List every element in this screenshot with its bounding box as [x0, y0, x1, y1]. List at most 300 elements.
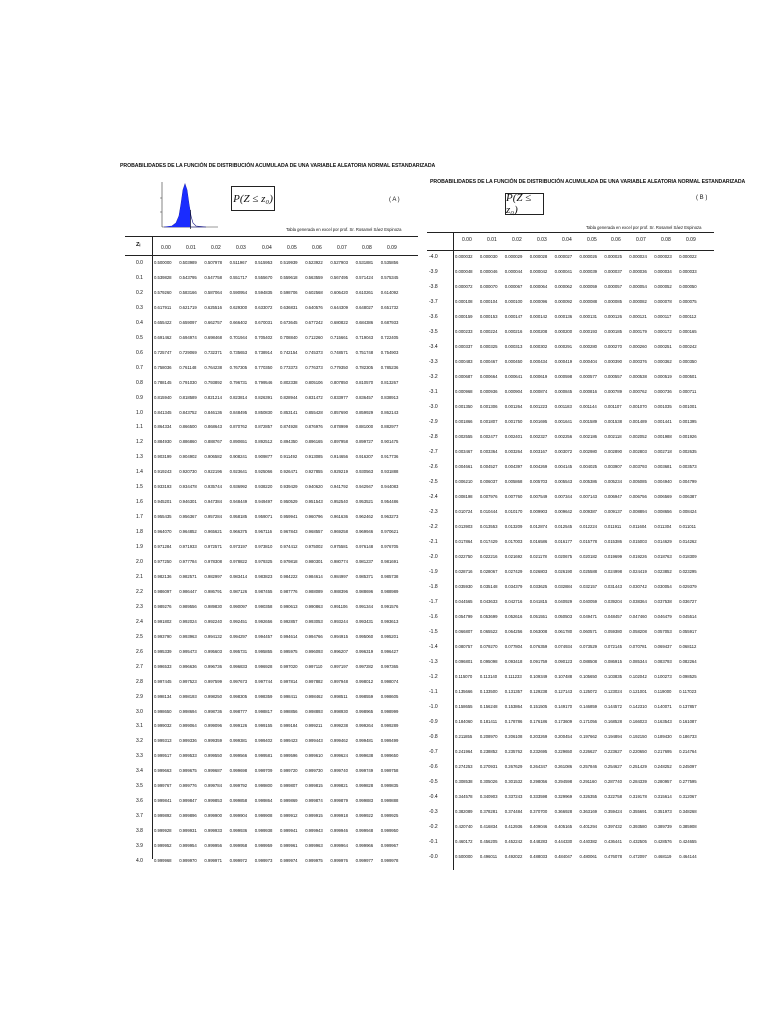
probability-cell: 0.042716	[504, 599, 523, 604]
probability-cell: 0.994766	[305, 633, 323, 639]
z-value: 1.1	[136, 424, 143, 431]
probability-cell: 0.963273	[380, 514, 399, 520]
probability-cell: 0.013209	[504, 524, 523, 529]
probability-cell: 0.662757	[204, 319, 222, 325]
probability-cell: 0.991802	[154, 618, 172, 624]
probability-cell: 0.625516	[204, 304, 222, 310]
probability-cell: 0.939429	[280, 484, 298, 490]
probability-cell: 0.802338	[280, 379, 298, 385]
probability-cell: 0.051551	[529, 614, 548, 619]
probability-cell: 0.735653	[229, 349, 248, 355]
probability-cell: 0.000041	[554, 269, 573, 274]
probability-cell: 0.807850	[330, 379, 348, 385]
probability-cell: 0.947384	[204, 499, 222, 505]
probability-cell: 0.673645	[280, 319, 298, 325]
column-header: 0.06	[611, 237, 621, 243]
z-value: -2.2	[429, 524, 438, 530]
probability-cell: 0.000434	[529, 359, 548, 364]
z-value: -3.9	[429, 269, 438, 275]
z-value: -1.9	[429, 569, 438, 575]
probability-cell: 0.111233	[504, 674, 522, 679]
probability-cell: 0.000039	[579, 269, 598, 274]
probability-cell: 0.480061	[579, 854, 598, 859]
table-a-top-rule	[125, 236, 418, 237]
probability-cell: 0.000404	[579, 359, 598, 364]
table-b-header-rule	[427, 250, 714, 251]
probability-cell: 0.999970	[179, 858, 197, 863]
probability-cell: 0.009903	[529, 509, 548, 514]
probability-cell: 0.732371	[204, 349, 222, 355]
probability-cell: 0.995731	[229, 648, 248, 654]
z-value: 3.6	[136, 798, 143, 805]
probability-cell: 0.027429	[504, 569, 523, 574]
z-value: -3.6	[429, 314, 438, 320]
probability-cell: 0.982136	[154, 573, 172, 579]
probability-cell: 0.999977	[355, 858, 374, 863]
probability-cell: 0.405165	[554, 824, 573, 829]
probability-cell: 0.002401	[504, 434, 523, 439]
probability-cell: 0.976705	[380, 544, 399, 550]
z-value: -1.3	[429, 659, 438, 665]
probability-cell: 0.123024	[604, 689, 622, 694]
probability-cell: 0.197662	[579, 734, 598, 739]
probability-cell: 0.866500	[179, 424, 197, 430]
probability-cell: 0.305026	[479, 779, 498, 784]
probability-cell: 0.961636	[330, 514, 348, 520]
probability-cell: 0.655422	[154, 319, 172, 325]
normal-curve-illustration	[150, 178, 220, 234]
probability-cell: 0.934478	[179, 484, 197, 490]
probability-cell: 0.998694	[179, 708, 197, 714]
probability-cell: 0.998999	[380, 708, 399, 714]
probability-cell: 0.424655	[679, 839, 697, 844]
column-header: 0.06	[312, 245, 322, 251]
probability-cell: 0.004269	[529, 464, 548, 469]
probability-cell: 0.171056	[579, 719, 598, 724]
probability-cell: 0.020675	[554, 554, 573, 559]
probability-cell: 0.938220	[254, 484, 273, 490]
probability-cell: 0.456205	[479, 839, 498, 844]
probability-cell: 0.984222	[280, 573, 298, 579]
probability-cell: 0.998893	[305, 708, 323, 714]
probability-cell: 0.985738	[380, 573, 399, 579]
probability-cell: 0.000033	[679, 269, 697, 274]
probability-cell: 0.999908	[254, 813, 273, 819]
probability-cell: 0.535856	[380, 260, 399, 265]
probability-cell: 0.994132	[204, 633, 222, 639]
probability-cell: 0.633072	[254, 304, 273, 310]
probability-cell: 0.063008	[529, 629, 548, 634]
probability-cell: 0.987126	[229, 588, 248, 594]
table-b-credit: Tabla generada en excel por prof. Sr. Rosamel Sáez Espinoza	[586, 225, 702, 230]
z-value: -3.1	[429, 389, 438, 395]
probability-cell: 0.993244	[330, 618, 348, 624]
z-value: 1.3	[136, 454, 143, 461]
probability-cell: 0.754903	[380, 349, 399, 355]
z-value: -2.7	[429, 449, 438, 455]
probability-cell: 0.935744	[204, 484, 222, 490]
probability-cell: 0.006037	[479, 479, 498, 484]
probability-cell: 0.995975	[280, 648, 298, 654]
probability-cell: 0.009137	[604, 509, 622, 514]
probability-cell: 0.248252	[654, 764, 672, 769]
probability-cell: 0.500000	[455, 854, 473, 859]
probability-cell: 0.428576	[654, 839, 672, 844]
probability-cell: 0.911492	[280, 454, 298, 460]
probability-cell: 0.000112	[679, 314, 697, 319]
probability-cell: 0.997882	[305, 678, 323, 684]
probability-cell: 0.315614	[654, 794, 672, 799]
probability-cell: 0.109349	[529, 674, 548, 679]
probability-cell: 0.999952	[154, 843, 172, 849]
probability-cell: 0.261086	[554, 764, 573, 769]
column-header: 0.05	[287, 245, 297, 251]
probability-cell: 0.999610	[305, 753, 323, 759]
probability-cell: 0.946301	[179, 499, 197, 505]
probability-cell: 0.002477	[479, 434, 498, 439]
probability-cell: 0.999954	[179, 843, 197, 849]
probability-cell: 0.949497	[254, 499, 273, 505]
probability-cell: 0.998856	[280, 708, 298, 714]
probability-cell: 0.076359	[529, 644, 548, 649]
probability-cell: 0.329969	[554, 794, 573, 799]
z-value: -3.8	[429, 284, 438, 290]
z-value: -1.5	[429, 629, 438, 635]
probability-cell: 0.186733	[679, 734, 697, 739]
probability-cell: 0.999879	[330, 798, 348, 804]
z-value: 2.1	[136, 573, 143, 580]
z-value: -3.7	[429, 299, 438, 305]
probability-cell: 0.908241	[229, 454, 248, 460]
probability-cell: 0.058208	[629, 629, 647, 634]
probability-cell: 0.833977	[330, 394, 348, 400]
probability-cell: 0.999904	[229, 813, 248, 819]
probability-cell: 0.999888	[380, 798, 399, 804]
probability-cell: 0.079270	[479, 644, 498, 649]
probability-cell: 0.995339	[154, 648, 172, 654]
probability-cell: 0.500000	[154, 260, 172, 265]
column-header: 0.00	[161, 245, 171, 251]
probability-cell: 0.993963	[179, 633, 197, 639]
table-a-title: PROBABILIDADES DE LA FUNCIÓN DE DISTRIBUCIÓN ACUMULADA DE UNA VARIABLE ALEATORIA NORMAL ESTANDARIZADA	[120, 163, 436, 169]
probability-cell: 0.003573	[679, 464, 697, 469]
probability-cell: 0.054799	[455, 614, 473, 619]
probability-cell: 0.999933	[204, 828, 222, 834]
probability-cell: 0.001395	[679, 419, 697, 424]
probability-cell: 0.999264	[355, 723, 374, 729]
probability-cell: 0.064256	[504, 629, 523, 634]
z-value: -2.0	[429, 554, 438, 560]
column-header: 0.08	[661, 237, 671, 243]
z-value: -0.5	[429, 779, 438, 785]
probability-cell: 0.748571	[330, 349, 348, 355]
probability-cell: 0.567495	[330, 274, 348, 280]
probability-cell: 0.999462	[330, 738, 348, 744]
probability-cell: 0.476078	[604, 854, 622, 859]
z-value: 0.8	[136, 379, 143, 386]
probability-cell: 0.989830	[204, 603, 222, 609]
z-value: -2.3	[429, 509, 438, 515]
probability-cell: 0.133500	[479, 689, 498, 694]
probability-cell: 0.000216	[504, 329, 523, 334]
probability-cell: 0.503989	[179, 260, 197, 265]
z-value: 3.1	[136, 723, 143, 730]
probability-cell: 0.913085	[305, 454, 323, 460]
probability-cell: 0.002555	[455, 434, 473, 439]
probability-cell: 0.235762	[504, 749, 523, 754]
probability-cell: 0.146859	[579, 704, 598, 709]
z-value: -1.4	[429, 644, 438, 650]
probability-cell: 0.000165	[679, 329, 697, 334]
probability-cell: 0.850830	[254, 409, 273, 415]
probability-cell: 0.000904	[504, 389, 523, 394]
probability-cell: 0.024419	[629, 569, 647, 574]
probability-cell: 0.725747	[154, 349, 172, 355]
probability-cell: 0.983414	[229, 573, 248, 579]
probability-cell: 0.226627	[579, 749, 598, 754]
probability-cell: 0.933193	[154, 484, 172, 490]
probability-cell: 0.000208	[529, 329, 548, 334]
probability-cell: 0.966375	[229, 529, 248, 535]
probability-cell: 0.964852	[179, 529, 197, 535]
probability-cell: 0.997197	[330, 663, 348, 669]
probability-cell: 0.011604	[629, 524, 647, 529]
probability-cell: 0.994297	[229, 633, 248, 639]
probability-cell: 0.072145	[604, 644, 622, 649]
probability-cell: 0.000687	[455, 374, 473, 379]
probability-cell: 0.897958	[330, 439, 348, 445]
probability-cell: 0.026190	[554, 569, 573, 574]
probability-cell: 0.144572	[604, 704, 622, 709]
z-value: -3.2	[429, 374, 438, 380]
probability-cell: 0.004940	[654, 479, 672, 484]
column-header: 0.01	[186, 245, 196, 251]
probability-cell: 0.999663	[154, 768, 172, 774]
probability-cell: 0.000968	[455, 389, 473, 394]
probability-cell: 0.823814	[229, 394, 248, 400]
z-value: -0.4	[429, 794, 438, 800]
z-value: 0.4	[136, 319, 143, 326]
probability-cell: 0.073529	[579, 644, 598, 649]
probability-cell: 0.274253	[455, 764, 473, 769]
probability-cell: 0.000027	[554, 254, 573, 259]
probability-cell: 0.964070	[154, 529, 172, 535]
probability-cell: 0.416834	[479, 824, 498, 829]
z-value: 0.1	[136, 274, 143, 281]
probability-cell: 0.991106	[330, 603, 348, 609]
probability-cell: 0.013553	[479, 524, 498, 529]
probability-cell: 0.312067	[679, 794, 697, 799]
z-value: -0.7	[429, 749, 438, 755]
probability-cell: 0.555670	[254, 274, 273, 280]
z-value: -0.6	[429, 764, 438, 770]
probability-cell: 0.007760	[504, 494, 523, 499]
probability-cell: 0.095098	[479, 659, 498, 664]
probability-cell: 0.468119	[654, 854, 672, 859]
probability-cell: 0.002186	[579, 434, 598, 439]
probability-cell: 0.687933	[380, 319, 399, 325]
probability-cell: 0.841345	[154, 409, 172, 415]
probability-cell: 0.989556	[179, 603, 197, 609]
probability-cell: 0.002118	[604, 434, 622, 439]
probability-cell: 0.531881	[355, 260, 374, 265]
probability-cell: 0.590954	[229, 289, 248, 295]
probability-cell: 0.999792	[229, 783, 248, 789]
probability-cell: 0.000042	[529, 269, 548, 274]
probability-cell: 0.001695	[529, 419, 548, 424]
probability-cell: 0.965621	[204, 529, 222, 535]
probability-cell: 0.001988	[654, 434, 672, 439]
probability-cell: 0.527903	[330, 260, 348, 265]
probability-cell: 0.996736	[204, 663, 222, 669]
probability-cell: 0.901475	[380, 439, 399, 445]
probability-cell: 0.888767	[204, 439, 222, 445]
probability-cell: 0.967843	[280, 529, 298, 535]
probability-cell: 0.203269	[529, 734, 548, 739]
column-header: 0.09	[387, 245, 397, 251]
probability-cell: 0.452242	[504, 839, 523, 844]
probability-cell: 0.853141	[280, 409, 298, 415]
probability-cell: 0.999238	[330, 723, 348, 729]
probability-cell: 0.223627	[604, 749, 622, 754]
column-header: 0.07	[337, 245, 347, 251]
probability-cell: 0.001264	[504, 404, 523, 409]
probability-cell: 0.996427	[380, 648, 399, 654]
probability-cell: 0.044565	[455, 599, 473, 604]
probability-cell: 0.999971	[204, 858, 222, 863]
probability-cell: 0.988396	[330, 588, 348, 594]
probability-cell: 0.000419	[554, 359, 573, 364]
probability-cell: 0.000153	[479, 314, 498, 319]
probability-cell: 0.021692	[504, 554, 523, 559]
probability-cell: 0.995603	[204, 648, 222, 654]
probability-cell: 0.000291	[554, 344, 573, 349]
probability-cell: 0.779350	[330, 364, 348, 370]
probability-cell: 0.999892	[154, 813, 172, 819]
probability-cell: 0.000025	[604, 254, 622, 259]
probability-cell: 0.831472	[305, 394, 323, 400]
probability-cell: 0.065522	[479, 629, 498, 634]
probability-cell: 0.996533	[154, 663, 172, 669]
probability-cell: 0.986791	[204, 588, 222, 594]
probability-cell: 0.000390	[604, 359, 622, 364]
probability-cell: 0.999709	[254, 768, 273, 774]
probability-cell: 0.999943	[305, 828, 323, 834]
probability-cell: 0.464144	[679, 854, 697, 859]
probability-cell: 0.954486	[380, 499, 399, 505]
probability-cell: 0.005085	[629, 479, 647, 484]
probability-cell: 0.813267	[380, 379, 399, 385]
probability-cell: 0.351973	[654, 809, 672, 814]
probability-cell: 0.006387	[679, 494, 697, 499]
probability-cell: 0.992656	[254, 618, 273, 624]
probability-cell: 0.001750	[504, 419, 523, 424]
probability-cell: 0.007549	[529, 494, 548, 499]
probability-cell: 0.008198	[455, 494, 473, 499]
probability-cell: 0.017864	[455, 539, 473, 544]
probability-cell: 0.999847	[179, 798, 197, 804]
probability-cell: 0.614092	[380, 289, 399, 295]
probability-cell: 0.000023	[654, 254, 672, 259]
probability-cell: 0.000078	[654, 299, 672, 304]
table-b-divider	[453, 232, 454, 870]
probability-cell: 0.602568	[305, 289, 323, 295]
probability-cell: 0.999922	[355, 813, 374, 819]
probability-cell: 0.999841	[154, 798, 172, 804]
probability-cell: 0.930563	[355, 469, 374, 475]
z-value: -3.0	[429, 404, 438, 410]
probability-cell: 0.648027	[355, 304, 374, 310]
probability-cell: 0.758036	[154, 364, 172, 370]
probability-cell: 0.999948	[355, 828, 374, 834]
probability-cell: 0.000789	[604, 389, 622, 394]
probability-cell: 0.999313	[154, 738, 172, 744]
probability-cell: 0.166023	[629, 719, 647, 724]
probability-cell: 0.086915	[604, 659, 622, 664]
probability-cell: 0.984614	[305, 573, 323, 579]
probability-cell: 0.838913	[380, 394, 399, 400]
probability-cell: 0.843752	[179, 409, 197, 415]
probability-cell: 0.127143	[554, 689, 573, 694]
probability-cell: 0.047460	[629, 614, 647, 619]
probability-cell: 0.977784	[179, 559, 197, 564]
probability-cell: 0.000096	[529, 299, 548, 304]
probability-cell: 0.010170	[504, 509, 523, 514]
probability-cell: 0.041815	[529, 599, 548, 604]
probability-cell: 0.090123	[554, 659, 573, 664]
probability-cell: 0.990097	[229, 603, 248, 609]
probability-cell: 0.999976	[330, 858, 348, 863]
probability-cell: 0.968557	[305, 529, 323, 535]
probability-cell: 0.000159	[455, 314, 473, 319]
probability-cell: 0.298056	[529, 779, 548, 784]
probability-cell: 0.015386	[604, 539, 622, 544]
probability-cell: 0.999402	[254, 738, 273, 744]
probability-cell: 0.999730	[305, 768, 323, 774]
probability-cell: 0.986097	[154, 588, 172, 594]
probability-cell: 0.337243	[504, 794, 523, 799]
probability-cell: 0.000736	[654, 389, 672, 394]
probability-cell: 0.000251	[654, 344, 672, 349]
probability-cell: 0.000070	[479, 284, 498, 289]
probability-cell: 0.904902	[179, 454, 197, 460]
probability-cell: 0.000641	[504, 374, 523, 379]
probability-cell: 0.069437	[654, 644, 672, 649]
probability-cell: 0.805106	[305, 379, 323, 385]
probability-cell: 0.211855	[455, 734, 473, 739]
probability-cell: 0.003264	[504, 449, 523, 454]
probability-cell: 0.008656	[654, 509, 672, 514]
probability-cell: 0.006210	[455, 479, 473, 484]
probability-cell: 0.030054	[654, 584, 672, 589]
probability-cell: 0.989276	[154, 603, 172, 609]
probability-cell: 0.991344	[355, 603, 374, 609]
probability-cell: 0.999864	[254, 798, 273, 804]
probability-cell: 0.914656	[330, 454, 348, 460]
probability-cell: 0.940620	[305, 484, 323, 490]
probability-cell: 0.000052	[654, 284, 672, 289]
probability-cell: 0.978822	[229, 559, 248, 564]
probability-cell: 0.959071	[254, 514, 273, 520]
probability-cell: 0.993431	[355, 618, 374, 624]
probability-cell: 0.999973	[254, 858, 273, 863]
probability-cell: 0.962462	[355, 514, 374, 520]
column-header: 0.07	[636, 237, 646, 243]
probability-cell: 0.999687	[204, 768, 222, 774]
probability-cell: 0.019226	[629, 554, 647, 559]
probability-cell: 0.999443	[305, 738, 323, 744]
probability-cell: 0.007344	[554, 494, 573, 499]
